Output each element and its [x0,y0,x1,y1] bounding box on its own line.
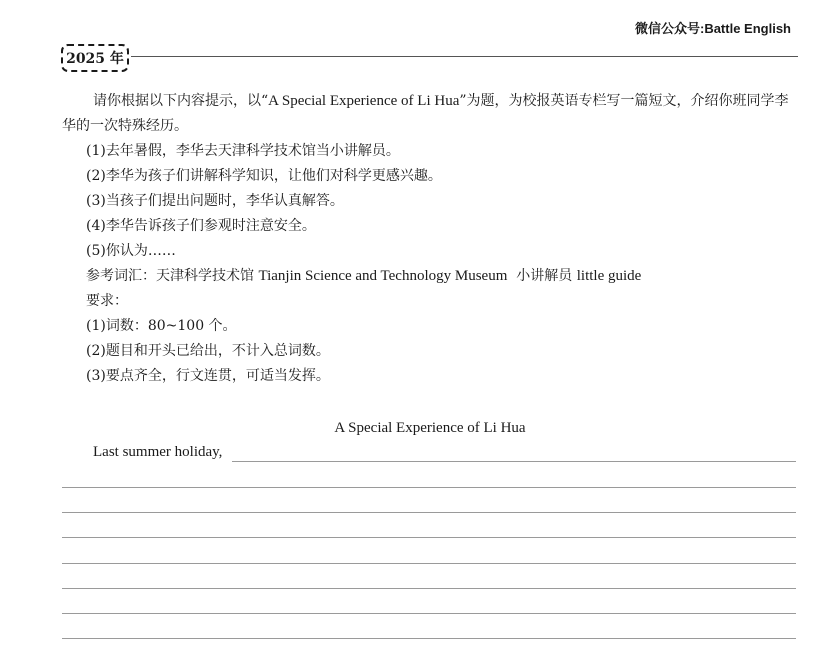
prompt-point: (2)李华为孩子们讲解科学知识，让他们对科学更感兴趣。 [86,168,442,184]
requirement-item: (1)词数：80~100 个。 [86,318,237,334]
vocab-term-museum: Tianjin Science and Technology Museum [258,268,508,284]
writing-line [62,613,796,614]
prompt-point: (1)去年暑假，李华去天津科学技术馆当小讲解员。 [86,143,400,159]
writing-line [62,638,796,639]
writing-line [62,588,796,589]
header-brand: 微信公众号:Battle English [634,21,791,36]
vocab-label: 参考词汇：天津科学技术馆 [86,268,259,284]
requirements-label: 要求： [86,293,128,309]
prompt-intro-before: 请你根据以下内容提示，以“ [93,93,269,109]
writing-line [62,487,796,488]
vocab-mid: 小讲解员 [507,268,577,284]
header-rule [131,56,798,57]
prompt-intro-title: A Special Experience of Li Hua [268,93,460,109]
prompt-point: (5)你认为…… [86,243,176,259]
prompt-intro-after: ”为题，为校报英语专栏写一篇短文，介绍你班同学李华的一次特殊经历。 [62,93,789,134]
writing-line [62,563,796,564]
requirement-item: (2)题目和开头已给出，不计入总词数。 [86,343,330,359]
writing-line [62,512,796,513]
prompt-block [62,89,802,389]
essay-title: A Special Experience of Li Hua [334,420,526,436]
writing-line [232,461,796,462]
vocab-line [62,264,802,289]
vocab-term-guide: little guide [576,268,642,284]
essay-opening: Last summer holiday, [93,444,226,461]
prompt-point: (3)当孩子们提出问题时，李华认真解答。 [86,193,344,209]
requirement-item: (3)要点齐全，行文连贯，可适当发挥。 [86,368,330,384]
prompt-point: (4)李华告诉孩子们参观时注意安全。 [86,218,316,234]
year-badge: 2025 年 [61,44,129,72]
prompt-intro [62,89,802,139]
writing-line [62,537,796,538]
